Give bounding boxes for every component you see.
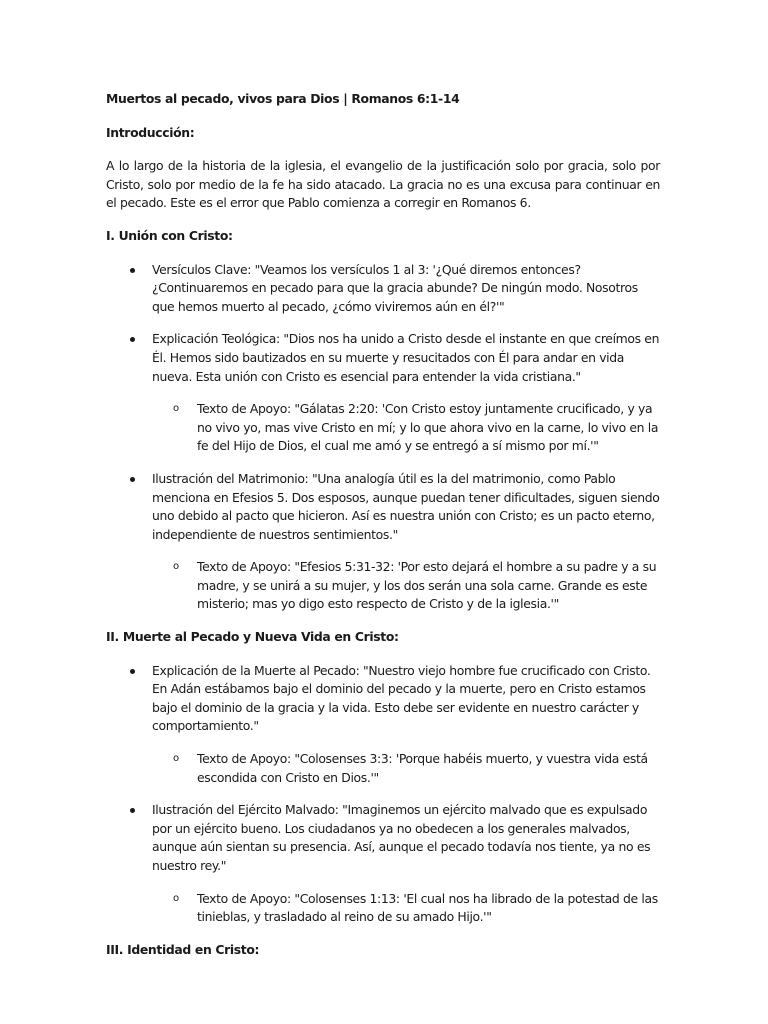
sub-item-colosenses-3: o Texto de Apoyo: "Colosenses 3:3: 'Porque habéis muerto, y vuestra vida está escondida con Cristo en Dios.'" (106, 750, 660, 787)
list-item-army-illustration: Ilustración del Ejército Malvado: "Imaginemos un ejército malvado que es expulsado por un ejército bueno. Los ciudadanos ya no obedecen a los generales malvados, aunque aún sientan su presencia. Así, aunque el pecado todavía nos tiente, ya no es nuestro rey." (106, 801, 660, 875)
sub-item-galatas: o Texto de Apoyo: "Gálatas 2:20: 'Con Cristo estoy juntamente crucificado, y ya no vivo yo, mas vive Cristo en mí; y lo que ahora vivo en la carne, lo vivo en la fe del Hijo de Dios, el cual me amó y se entregó a sí mismo por mí.'" (106, 400, 660, 456)
sub-item-colosenses-1: o Texto de Apoyo: "Colosenses 1:13: 'El cual nos ha librado de la potestad de las tinieblas, y trasladado al reino de su amado Hijo.'" (106, 890, 660, 927)
intro-paragraph: A lo largo de la historia de la iglesia, el evangelio de la justificación solo por gracia, solo por Cristo, solo por medio de la fe ha sido atacado. La gracia no es una excusa para continuar en el pecado. Este es el error que Pablo comienza a corregir en Romanos 6. (106, 158, 660, 211)
section-2-heading: II. Muerte al Pecado y Nueva Vida en Cristo: (106, 629, 399, 645)
sub-item-efesios: o Texto de Apoyo: "Efesios 5:31-32: 'Por esto dejará el hombre a su padre y a su madre, y se unirá a su mujer, y los dos serán una sola carne. Grande es este misterio; mas yo digo esto respecto de Cristo y de la iglesia.'" (106, 558, 660, 614)
section-3-heading: III. Identidad en Cristo: (106, 941, 260, 957)
intro-heading: Introducción: (106, 124, 195, 140)
document-page (106, 90, 660, 974)
section-1-heading: I. Unión con Cristo: (106, 227, 233, 243)
document-title: Muertos al pecado, vivos para Dios | Romanos 6:1-14 (106, 91, 460, 106)
list-item-marriage-illustration: Ilustración del Matrimonio: "Una analogía útil es la del matrimonio, como Pablo menciona en Efesios 5. Dos esposos, aunque puedan tener dificultades, siguen siendo uno debido al pacto que hicieron. Así es nuestra unión con Cristo; es un pacto eterno, independiente de nuestros sentimientos." (106, 470, 660, 544)
list-item-death-to-sin: Explicación de la Muerte al Pecado: "Nuestro viejo hombre fue crucificado con Cristo. En Adán estábamos bajo el dominio del pecado y la muerte, pero en Cristo estamos bajo el dominio de la gracia y la vida. Esto debe ser evidente en nuestro carácter y comportamiento." (106, 662, 660, 736)
list-item-key-verses: Versículos Clave: "Veamos los versículos 1 al 3: '¿Qué diremos entonces? ¿Continuaremos en pecado para que la gracia abunde? De ningún modo. Nosotros que hemos muerto al pecado, ¿cómo viviremos aún en él?'" (106, 261, 660, 317)
section-1-list (106, 261, 660, 615)
list-item-theological-explanation: Explicación Teológica: "Dios nos ha unido a Cristo desde el instante en que creímos en Él. Hemos sido bautizados en su muerte y resucitados con Él para andar en vida nueva. Esta unión con Cristo es esencial para entender la vida cristiana." (106, 330, 660, 386)
section-2-list (106, 662, 660, 927)
